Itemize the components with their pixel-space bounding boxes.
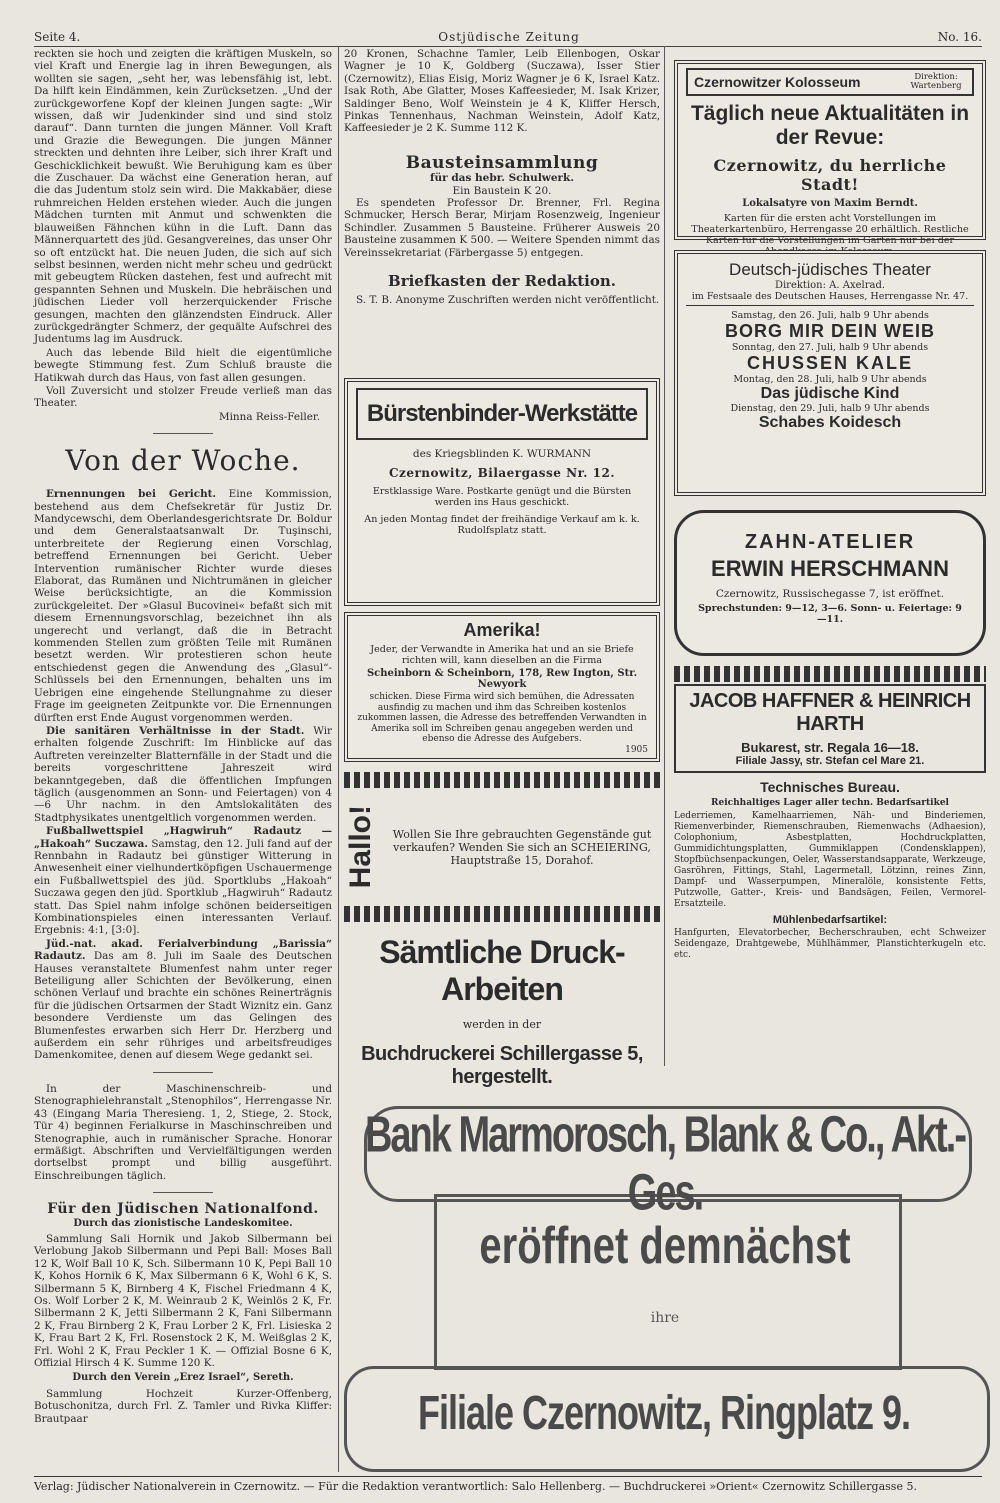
ad-title: Hallo!: [344, 805, 377, 889]
ad-direktion: Direktion: Wartenberg: [910, 72, 962, 91]
divider: [153, 1072, 213, 1073]
show-date: Dienstag, den 29. Juli, halb 9 Uhr abends: [730, 403, 930, 414]
ad-sub: Czernowitz, du herrliche Stadt!: [713, 156, 947, 194]
page-label: Seite 4.: [34, 30, 81, 44]
ad-name: Czernowitzer Kolosseum: [694, 74, 861, 90]
ad-code: 1905: [625, 744, 648, 755]
show-title: BORG MIR DEIN WEIB: [725, 321, 935, 341]
ad-line: Czernowitz, Bilaergasse Nr. 12.: [388, 466, 616, 480]
ad-line: Erstklassige Ware. Postkarte genügt und die Bürsten werden ins Haus geschickt.: [372, 486, 632, 508]
ad-theater: [674, 250, 986, 496]
steno-notice: In der Maschinenschreib- und Stenographielehranstalt „Stenophilos“, Herrengasse Nr. 43 (Eingang Maria Theresieng. 1, 2, Stiege, 2. Stock, Tür 4) beginnen Ferialkurse in Maschinschreiben und Stenographie, auch in rumänischer Sprache. Honorar ermäßigt. Abschriften und Vervielfältigungen werden dortselbst prompt und billig ausgeführt. Einschreibungen täglich.: [34, 1082, 332, 1182]
show-title: CHUSSEN KALE: [746, 353, 913, 373]
ad-title: Amerika!: [463, 620, 541, 640]
ad-text: Jeder, der Verwandte in Amerika hat und an sie Briefe richten will, kann dieselben an die Firma: [370, 644, 634, 666]
news-text: Wir erhalten folgende Zuschrift: Im Hinblicke auf das Auftreten vereinzelter Blatternfälle in der Stadt und die bereits vorgeschrittene Jahreszeit wird bekanntgegeben, daß die öffentlichen Impfungen täglich (ausgenommen an Sonn- und Feiertagen) von 4—6 Uhr nachm. in den Amtslokalitäten des Stadtphysikates unentgeltlich vorgenommen werden.: [34, 724, 332, 824]
ad-druck: [344, 934, 660, 1088]
ad-muehlen-items: Hanfgurten, Elevatorbecher, Becherschrauben, echt Schweizer Seidengaze, Drahtgewebe, Mühlhämmer, Planstichterkugeln etc. etc.: [674, 928, 986, 960]
fund-title: Für den Jüdischen Nationalfond.: [47, 1201, 319, 1218]
ad-title-frame: [356, 388, 648, 440]
briefkasten-title: Briefkasten der Redaktion.: [388, 272, 616, 291]
news-item: [34, 488, 332, 724]
bank-line1: Bank Marmorosch, Blank & Co., Akt.-Ges.: [364, 1106, 966, 1222]
page-footer: Verlag: Jüdischer Nationalverein in Czernowitz. — Für die Redaktion verantwortlich: Salo Hellenberg. — Buchdruckerei »Orient« Czernowitz Schillergasse 5.: [34, 1476, 982, 1493]
article-paragraph: Auch das lebende Bild hielt die eigentümliche bewegte Stimmung fest. Zum Schluß brauste die Hatikwah durch das Haus, von fast allen gesungen.: [34, 346, 332, 384]
ad-text: Karten für die ersten acht Vorstellungen im Theaterkartenbüro, Herrengasse 20 erhältlich. Restliche Karten für die Vorstellungen im Garten nur bei der: [691, 213, 969, 246]
article-signature: Minna Reiss-Feller.: [218, 410, 320, 423]
news-head: Die sanitären Verhältnisse in der Stadt.: [46, 724, 305, 737]
section-title: Von der Woche.: [65, 444, 301, 478]
ad-body: [674, 684, 986, 773]
show-title: Schabes Koidesch: [758, 414, 902, 431]
divider: [153, 1192, 213, 1193]
ad-venue: im Festsaale des Deutschen Hauses, Herrengasse Nr. 47.: [686, 291, 974, 306]
article-paragraph: reckten sie hoch und zeigten die kräftigen Muskeln, so viel Kraft und Energie lag in ihren Bewegungen, als wollten sie sagen, „seht her, was lebensfähig ist, lebt. Da hilft kein Eindämmen, kein Zurücksetzen. „Und der zurückgeworfene Kopf der kleinen Jungen sagte: „Wir wissen, daß wir Judenkinder sind und sind stolz darauf“. Dann turnten die jungen Männer. Voll Kraft und Grazie die Bewegungen. Die jungen Männer streckten und dehnten ihre Leiber, sich ihrer Kraft und Geschicklichkeit bewußt. Wie Beruhigung kam es über die Zuschauer. Da wächst eine Generation heran, auf die das Judentum stolz sein wird. Die Makkabäer, diese ruhmreichen Helden erstehen wieder. Auch die jungen Mädchen turnten mit Anmut und schwenkten die blauweißen Fähnchen kühn in die Luft. Dann das Männerquartett des jüd. Gesangvereines, das unser Ohr so oft entzückt hat. Die neuen Juden, die sich auf sich selbst besinnen, werden nicht mehr scheu und gedrückt mit gebeugtem Rücken dastehen, fest und aufrecht mit gespannten Sehnen und Muskeln. Die hebräischen und jüdischen Lieder voll herzerquickender Frische gesungen, machten den glänzendsten Eindruck. Aller zurückgedrängter Schmerz, der gequälte Aufschrei des Judentums lag im Ausdruck.: [34, 48, 332, 346]
column-rule-1: [338, 46, 339, 1472]
issue-number: No. 16.: [937, 30, 982, 44]
bank-line3: ihre: [650, 1310, 680, 1326]
news-text: Das am 8. Juli im Saale des Deutschen Hauses veranstaltete Blumenfest nahm unter reger Beteiligung aller Schichten der Bevölkerung, einen schönen Verlauf und brachte ein schönes Reinerträgnis für die jüdischen Ortsarmen der Stadt Wiznitz ein. Ganz besondere Verdienste um das Gelingen des Blumenfestes erwarben sich Herr Dr. Herzberg und außerdem ein sehr rühriges und arbeitsfreudiges Damenkomitee, denen auf diesem Wege gedankt sei.: [34, 950, 332, 1062]
ad-hallo: [344, 772, 660, 926]
news-text: Eine Kommission, bestehend aus dem Chefsekretär für Justiz Dr. Mandycewschi, dem Oberlandesgerichtsrate Dr. Boldur und dem Generalstaatsanwalt Dr. Tuşinschi, unterbreitete der Regierung einen Vorschlag, betreffend Ernennungen bei Gericht. Ueber Intervention rumänischer Richter wurde dieses Elaborat, das Rumänen und Nichtrumänen in gleicher Weise berücksichtigte, an die Kommission zurückgeleitet. Der »Glasul Bucovinei« befaßt sich mit diesem Ernennungsvorschlag, bezeichnet ihn als ungerecht und verlangt, daß die in Betracht kommenden Stellen zum größten Teile mit Rumänen besetzt werden. Wir protestieren schon heute entschiedenst gegen die Anwendung des „Glasul“-Schlüssels bei den Ernennungen, behalten uns im Uebrigen eine eingehende Stellungnahme zu dieser Frage im geeigneten Zeitpunkte vor. Die Ernennungen dürften erst Ende August vorgenommen werden.: [34, 488, 332, 724]
news-text: Samstag, den 12. Juli fand auf der Rennbahn in Radautz bei günstiger Witterung in Anwesenheit einer vielhundertköpfigen Uschauermenge ein Fußballwettspiel des jüd. Sportklubs „Hakoah“ Suczawa gegen den jüd. Sportklub „Hagwiruh“ Radautz statt. Das Spiel nahm infolge schönen beiderseitigen Kombinationspieles einen interessanten Verlauf. Ergebnis: 4:1, [3:0].: [34, 837, 332, 937]
news-item: [34, 825, 332, 937]
ad-line: des Kriegsblinden K. WURMANN: [412, 448, 592, 460]
verein-title: Durch den Verein „Erez Israel“, Sereth.: [72, 1372, 294, 1384]
ad-addr2: Filiale Jassy, str. Stefan cel Mare 21.: [735, 755, 925, 767]
donor-list: 20 Kronen, Schachne Tamler, Leib Ellenbogen, Oskar Wagner je 10 K, Goldberg (Suczawa), Isser Stier (Czernowitz), Elias Eisig, Moriz Wagner je 6 K, Israel Katz. Isak Roth, Abe Glatter, Moses Kaffeesieder, M. Isak Krizer, Saldinger Beno, Wolf Weinstein je 4 K, Kliffer Hersch, Pinkas Tennenhaus, Nachman Weinstein, Adolf Katz, Kaffeesieder je 2 K. Summe 112 K.: [344, 48, 660, 135]
news-head: Fußballwettspiel „Hagwiruh“ Radautz — „Hakoah“ Suczawa.: [34, 825, 332, 850]
ad-header: [686, 68, 974, 96]
ad-items: Lederriemen, Kamelhaarriemen, Näh- und Binderiemen, Riemenverbinder, Riemenschrauben, Riemenwachs (Adhaesion), Colophonium, Asbestplatten, Hochdruckplatten, Gummidichtungsplatten, Gummiklappen (Condensklappen), Stopfbüchsenpackungen, Oeler, Wasserstandsapparate, Werkzeuge, Gasröhren, Fittings, Stahl, Lagermetall, Lötzinn, reines Zinn, Dampf- und Wasserpumpen, Mineralöle, konsistente Fetts, Putzwolle, Gatter-, Kreis- und Bandsägen, Feilen, Vermorel-Ersatzteile.: [674, 811, 986, 909]
ad-bank: [344, 1076, 986, 1472]
ad-addr1: Bukarest, str. Regala 16—18.: [741, 740, 919, 755]
show-date: Samstag, den 26. Juli, halb 9 Uhr abends: [731, 310, 929, 321]
ad-title: Bürstenbinder-Werkstätte: [366, 400, 638, 427]
ad-buerstenbinder: [344, 378, 660, 606]
ad-muehlen: Mühlenbedarfsartikel:: [772, 914, 888, 926]
ad-bureau: Technisches Bureau.: [760, 779, 900, 795]
page-header: [34, 24, 982, 47]
ad-line1: ZAHN-ATELIER: [744, 531, 916, 553]
news-item: [34, 725, 332, 824]
article-paragraph: Voll Zuversicht und stolzer Freude verließ man das Theater.: [34, 384, 332, 410]
ad-line2: ERWIN HERSCHMANN: [711, 556, 949, 581]
ad-lager: Reichhaltiges Lager aller techn. Bedarfsartikel: [711, 798, 949, 808]
baustein-text: Es spendeten Professor Dr. Brenner, Frl. Regina Schmucker, Hersch Berar, Mirjam Rosenzweig, Ingenieur Schindler. Zusammen 5 Bausteine. Früherer Ausweis 20 Bausteine zusammen K 500. — Weitere Spenden nimmt das Vereinssekretariat (Färbergasse 5) entgegen.: [344, 197, 660, 259]
ad-title: Sämtliche Druck-Arbeiten: [379, 934, 625, 1007]
ad-kolosseum: [674, 60, 986, 246]
baustein-price: Ein Baustein K 20.: [452, 184, 552, 197]
ad-lokal: Lokalsatyre von Maxim Berndt.: [742, 198, 918, 209]
fund-subtitle: Durch das zionistische Landeskomitee.: [73, 1217, 293, 1229]
column-1: [34, 48, 332, 1426]
ad-headline: Täglich neue Aktualitäten in der Revue:: [690, 102, 970, 149]
column-2: [344, 48, 660, 307]
divider: [153, 433, 213, 434]
ad-direktion: Direktion: A. Axelrad.: [774, 280, 886, 291]
fund-text: Sammlung Sali Hornik und Jakob Silbermann bei Verlobung Jakob Silbermann und Pepi Ball: Moses Ball 12 K, Wolf Ball 10 K, Sch. Silbermann 10 K, Pepi Ball 10 K, Kohos Hornik 6 K, Max Silbermann 6 K, Wohl 6 K, S. Silbermann 5 K, Birnberg 4 K, Fischel Friedmann 4 K, Os. Wolf Lorber 2 K, M. Weinraub 2 K, Weinlös 2 K, Fr. Silbermann 2 K, Jetti Silbermann 2 K, Fani Silbermann 2 K, Frau Birnberg 2 K, Frau Lorber 2 K, Frl. Lisieska 2 K, Frau Bart 2 K, Frl. Rosenstock 2 K, M. Weißglas 2 K, Frl. Wohl 2 K, Frau Peckler 1 K. — Offizial Bosne 6 K, Offizial Hirsch 4 K. Summe 120 K.: [34, 1232, 332, 1369]
ad-hours: Sprechstunden: 9—12, 3—6. Sonn- u. Feiertage: 9—11.: [698, 603, 962, 625]
ad-haffner: [674, 666, 986, 1068]
newspaper-title: Ostjüdische Zeitung: [438, 30, 580, 44]
bank-line2: eröffnet demnächst: [479, 1217, 851, 1275]
ad-body: [344, 788, 660, 906]
column-rule-2: [664, 46, 665, 1066]
verein-text: Sammlung Hochzeit Kurzer-Offenberg, Botuschonitza, durch Frl. Z. Tamler und Rivka Kliffer: Brautpaar: [34, 1387, 332, 1425]
briefkasten-text: S. T. B. Anonyme Zuschriften werden nicht veröffentlicht.: [356, 293, 660, 306]
show-date: Sonntag, den 27. Juli, halb 9 Uhr abends: [731, 342, 929, 353]
stripe-decor: [674, 666, 986, 682]
stripe-decor: [344, 906, 660, 922]
news-head: Ernennungen bei Gericht.: [46, 488, 217, 501]
stripe-decor: [344, 772, 660, 788]
baustein-subtitle: für das hebr. Schulwerk.: [429, 172, 574, 185]
news-item: [34, 938, 332, 1062]
ad-text: Wollen Sie Ihre gebrauchten Gegenstände gut verkaufen? Wenden Sie sich an SCHEIERING, Hauptstraße 15, Dorahof.: [392, 827, 652, 867]
ad-line: An jeden Montag findet der freihändige Verkauf am k. k. Rudolfsplatz statt.: [364, 514, 640, 536]
ad-firm: Scheinborn & Scheinborn, 178, Rew Ington, Str. Newyork: [366, 668, 638, 690]
show-date: Montag, den 28. Juli, halb 9 Uhr abends: [733, 374, 927, 385]
ad-mid: werden in der: [462, 1018, 542, 1031]
ad-text: schicken. Diese Firma wird sich bemühen, die Adressaten ausfindig zu machen und ihm das Schreiben kostenlos zukommen lassen, die Adresse des betreffenden Verwandten in Amerika soll im Schreiben genau angegeben werden und ebenso die Adresse des Aufgebers.: [357, 692, 647, 744]
ad-name: JACOB HAFFNER & HEINRICH HARTH: [689, 690, 971, 735]
ad-amerika: [344, 612, 660, 762]
show-title: Das jüdische Kind: [760, 385, 900, 402]
ad-addr: Czernowitz, Russischegasse 7, ist eröffnet.: [715, 588, 945, 600]
ad-title: Deutsch-jüdisches Theater: [729, 260, 931, 279]
baustein-title: Bausteinsammlung: [405, 152, 599, 173]
news-head: Jüd.-nat. akad. Ferialverbindung „Barissia“ Radautz.: [34, 937, 332, 963]
ad-zahn: [674, 510, 986, 656]
bank-line4: Filiale Czernowitz, Ringplatz 9.: [417, 1384, 911, 1440]
ad-bottom: Buchdruckerei Schillergasse 5, hergestellt.: [361, 1043, 643, 1088]
